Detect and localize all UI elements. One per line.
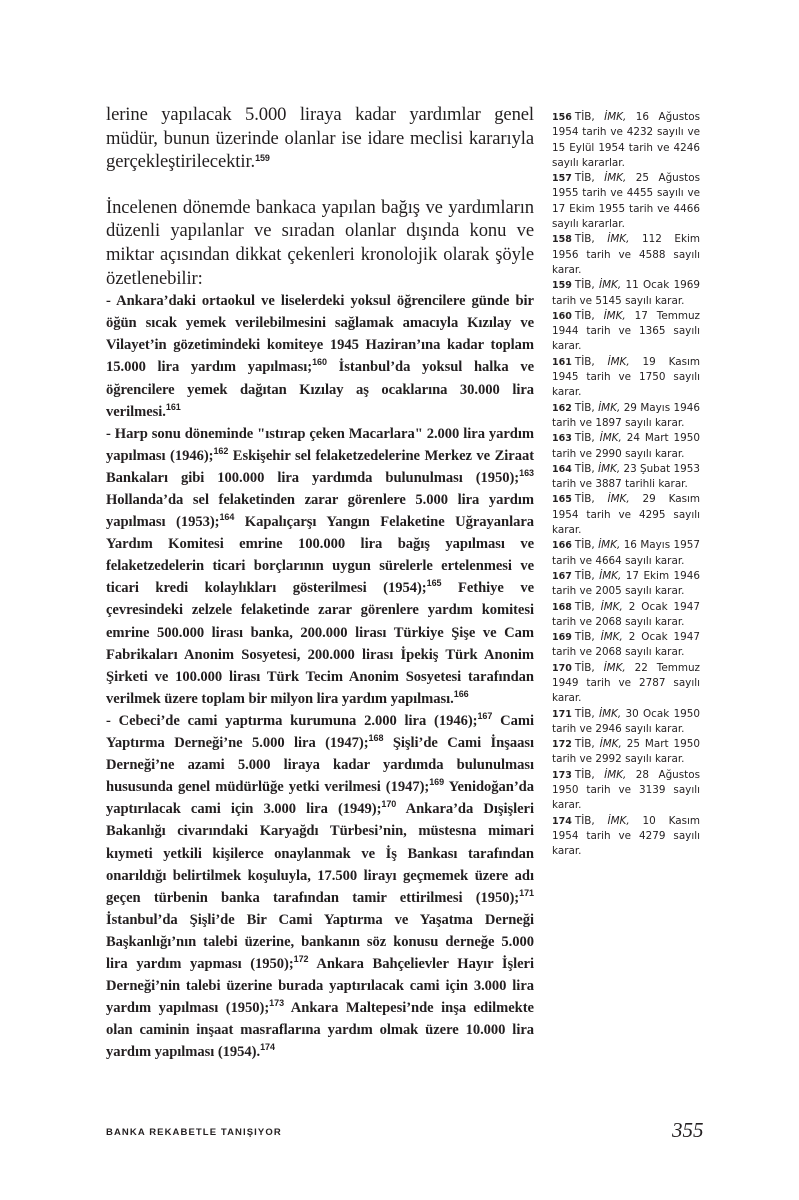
footnote-number: 170 [552, 662, 572, 674]
footnote-source: TİB, [574, 814, 595, 827]
body-paragraph: lerine yapılacak 5.000 liraya kadar yardımlar genel müdür, bunun üzerinde olanlar ise idare meclisi kararıyla gerçekleştirilecektir.$^{159}$ [106, 104, 534, 173]
footnote-ref[interactable]: 161 [165, 401, 181, 412]
footnote-text: 30 Ocak 1950 tarih ve 2946 sayılı karar. [552, 707, 701, 735]
list-item-text: Cami Yaptırma Derneği’ne 5.000 lira (1947); [106, 712, 534, 752]
footnote [552, 355, 700, 401]
footnote-text: 22 Temmuz 1949 tarih ve 2787 sayılı karar. [552, 661, 700, 705]
footnote-source-italic: İMK, [599, 738, 622, 751]
footnote [552, 171, 700, 232]
footnote-source-italic: İMK, [599, 569, 622, 582]
footnote-ref[interactable]: 169 [429, 777, 445, 788]
footnote-number: 169 [552, 632, 572, 644]
footnote-number: 157 [552, 173, 572, 185]
footnote-number: 159 [552, 280, 572, 292]
footnote-ref[interactable]: 162 [213, 445, 229, 456]
running-title: BANKA REKABETLE TANIŞIYOR [106, 1127, 282, 1138]
footnote [552, 630, 700, 661]
footnote-source: TİB, [574, 172, 595, 185]
footnote-ref[interactable]: 164 [219, 512, 235, 523]
footnotes-column [552, 110, 700, 860]
footnote-source-italic: İMK, [604, 111, 627, 123]
footnote [552, 737, 700, 768]
footnote-source: TİB, [574, 401, 595, 414]
footnote-source-italic: İMK, [607, 233, 630, 246]
footnote-source-italic: İMK, [603, 309, 626, 322]
footnote-text: 10 Kasım 1954 tarih ve 4279 sayılı karar. [552, 814, 701, 858]
footnote [552, 431, 700, 462]
footnote-source-italic: İMK, [604, 768, 627, 781]
footnote [552, 768, 700, 814]
footnote-number: 161 [552, 356, 572, 368]
page-number: 355 [672, 1118, 704, 1142]
footnote-source: TİB, [574, 111, 595, 123]
footnote-ref[interactable]: 163 [519, 467, 534, 478]
footnote-text: 29 Kasım 1954 tarih ve 4295 sayılı karar. [552, 493, 701, 537]
footnote-ref[interactable]: 159 [255, 153, 270, 164]
list-item-text: Şişli’de Cami İnşaası Derneği’ne azami 5.000 liraya kadar yardımda bulunulması hususunda genel müdürlüğe yetki verilmesi (1947); [106, 735, 534, 796]
main-text-column [106, 103, 534, 1063]
footnote-source-italic: İMK, [599, 707, 622, 720]
footnote-text: 25 Mart 1950 tarih ve 2992 sayılı karar. [552, 738, 700, 766]
footnote [552, 462, 700, 493]
footnote-ref[interactable]: 170 [381, 799, 397, 810]
list-item-text: Yenidoğan’da yaptırılacak cami için 3.000 lira (1949); [106, 779, 534, 818]
footnote-number: 168 [552, 601, 572, 613]
footnote [552, 814, 700, 860]
footnote-source: TİB, [574, 462, 595, 475]
list-item [106, 710, 534, 1064]
footnote-source-italic: İMK, [599, 279, 622, 292]
footnote [552, 492, 700, 538]
list-item-text: İstanbul’da Şişli’de Bir Cami Yaptırma ve Yaşatma Derneği Başkanlığı’nın talebi üzerine, bankanın söz konusu derneğe 5.000 lira yardım yapması (1950); [106, 911, 534, 972]
list-item-text: Hollanda’da sel felaketinden zarar görenlere 5.000 lira yardım yapılması (1953); [106, 492, 534, 531]
footnote-text: 112 Ekim 1956 tarih ve 4588 sayılı karar. [552, 233, 700, 276]
footnote-source: TİB, [574, 569, 595, 582]
footnote-text: 11 Ocak 1969 tarih ve 5145 sayılı karar. [552, 279, 701, 307]
footnote-ref[interactable]: 168 [368, 733, 384, 744]
footnote-number: 167 [552, 570, 572, 582]
footnote [552, 600, 700, 631]
footnote-ref[interactable]: 173 [269, 998, 285, 1009]
list-item-text: Fethiye ve çevresindeki zelzele felaketinde zarar görenlere yardım komitesi emrine 500.000 lirası banka, 200.000 lirası Türkiye Şişe ve Cam Fabrikaları Anonim Sosyetesi, 200.000 lirası İpekiş Türk Anonim Şirketi ve 100.000 lirası Türk Tecim Anonim Sosyetesi tarafından verilmek üzere toplam bir milyon lira yardım yapılması. [106, 580, 535, 707]
footnote-text: 2 Ocak 1947 tarih ve 2068 sayılı karar. [552, 600, 700, 628]
footnote-ref[interactable]: 171 [519, 887, 534, 898]
footnote-text: 16 Ağustos 1954 tarih ve 4232 sayılı ve 15 Eylül 1954 tarih ve 4246 sayılı kararlar. [552, 111, 701, 169]
footnote [552, 232, 700, 278]
list-item-text: - Harp sonu döneminde "ıstırap çeken Macarlara" 2.000 lira yardım yapılması (1946); [106, 425, 534, 464]
footnote-ref[interactable]: 160 [312, 357, 327, 368]
footnote-text: 28 Ağustos 1950 tarih ve 3139 sayılı karar. [552, 768, 701, 812]
list-item-text: - Ankara’daki ortaokul ve liselerdeki yoksul öğrencilere günde bir öğün sıcak yemek verilebilmesini sağlamak amacıyla Kızılay ve Vilayet’in gözetimindeki komiteye 1945 Haziran’ına kadar toplam 15.000 lira yardım yapılması; [106, 293, 534, 376]
footnote-number: 172 [552, 739, 572, 751]
footnote-number: 160 [552, 310, 572, 322]
footnote-source: TİB, [574, 631, 595, 644]
list-item-text: - Cebeci’de cami yaptırma kurumuna 2.000 lira (1946); [106, 712, 478, 729]
footnote-number: 165 [552, 494, 572, 506]
footnote-ref[interactable]: 167 [477, 710, 493, 721]
footnote-text: 17 Temmuz 1944 tarih ve 1365 sayılı karar. [552, 309, 700, 353]
footnote-source: TİB, [574, 309, 595, 322]
footnote-ref[interactable]: 166 [453, 688, 469, 699]
footnote-source: TİB, [574, 355, 595, 368]
footnote-number: 158 [552, 234, 572, 246]
donation-list [106, 290, 534, 1063]
list-item [106, 290, 534, 423]
footnote-number: 173 [552, 769, 572, 781]
footnote-number: 163 [552, 433, 572, 445]
footnote-text: 23 Şubat 1953 tarih ve 3887 tarihli karar. [552, 462, 700, 491]
list-item-text: Ankara’da Dışişleri Bakanlığı civarındaki Karyağdı Türbesi’nin, müstesna mimari kıymeti yetkili kişilerce onaylanmak ve İş Bankası tarafından onarıldığı belirtilmek koşuluyla, 17.500 lirayı geçmemek üzere adı geçen türbenin banka tarafından tamir ettirilmesi (1950); [106, 801, 534, 906]
footnote-source: TİB, [574, 539, 595, 552]
footnote-source: TİB, [574, 707, 595, 720]
footnote-number: 162 [552, 402, 572, 414]
footnote [552, 569, 700, 600]
footnote-source-italic: İMK, [603, 661, 626, 674]
list-item-text: Ankara Bahçelievler Hayır İşleri Derneği’nin talebi üzerine burada yaptırılacak cami için 3.000 lira yardım yapılması (1950); [106, 955, 534, 1017]
list-item-text: Eskişehir sel felaketzedelerine Merkez ve Ziraat Bankaları gibi 100.000 lira yardımda bulunulması (1950); [106, 447, 534, 486]
footnote-number: 164 [552, 463, 572, 475]
footnote [552, 110, 700, 171]
footnote-source-italic: İMK, [604, 172, 627, 185]
footnote-ref[interactable]: 174 [260, 1042, 275, 1053]
footnote-source: TİB, [574, 279, 595, 292]
body-paragraph: İncelenen dönemde bankaca yapılan bağış ve yardımların düzenli yapılanlar ve sıradan olanlar dışında konu ve miktar açısından dikkat çekenleri kronolojik olarak şöyle özetlenebilir: [106, 196, 534, 289]
footnote-text: 24 Mart 1950 tarih ve 2990 sayılı karar. [552, 432, 700, 460]
footnote-ref[interactable]: 165 [426, 578, 442, 589]
footnote-source: TİB, [574, 661, 595, 674]
footnote-source: TİB, [574, 738, 595, 751]
footnote-source: TİB, [574, 233, 595, 246]
footnote [552, 278, 700, 309]
footnote-source-italic: İMK, [607, 493, 630, 506]
footnote-source: TİB, [574, 600, 595, 613]
footnote-source-italic: İMK, [598, 539, 621, 552]
footnote-text: 2 Ocak 1947 tarih ve 2068 sayılı karar. [552, 631, 700, 659]
footnote-source-italic: İMK, [598, 462, 621, 475]
footnote-source: TİB, [574, 493, 595, 506]
footnote-source-italic: İMK, [600, 600, 623, 613]
footnote-source: TİB, [574, 432, 595, 445]
footnote [552, 309, 700, 355]
list-item-text: İstanbul’da yoksul halka ve öğrencilere yemek dağıtan Kızılay aş ocaklarına 30.000 lira verilmesi. [106, 359, 534, 420]
footnote-text: 17 Ekim 1946 tarih ve 2005 sayılı karar. [552, 569, 700, 598]
footnote-text: 29 Mayıs 1946 tarih ve 1897 sayılı karar. [552, 401, 700, 429]
footnote-text: 19 Kasım 1945 tarih ve 1750 sayılı karar. [552, 355, 701, 399]
footnote-number: 174 [552, 815, 572, 827]
footnote [552, 538, 700, 569]
footnote-number: 171 [552, 708, 572, 720]
list-item-text: Ankara Maltepesi’nde inşa edilmekte olan caminin inşaat masraflarına yardım olmak üzere 10.000 lira yardım yapılması (1954). [106, 1000, 534, 1061]
list-item-text: Kapalıçarşı Yangın Felaketine Uğrayanlara Yardım Komitesi emrine 100.000 lira bağış yapılması ve felaketzedelerin ticari borçlarının uygun sürelerle ertelenmesi ve ticari kredi kolaylıkları gösterilmesi (1954); [106, 514, 535, 597]
footnote-source: TİB, [574, 768, 595, 781]
footnote-source-italic: İMK, [598, 401, 621, 414]
footnote [552, 707, 700, 738]
footnote-source-italic: İMK, [599, 432, 622, 445]
footnote [552, 401, 700, 432]
footnote-source-italic: İMK, [607, 814, 630, 827]
footnote-text: 16 Mayıs 1957 tarih ve 4664 sayılı karar. [552, 539, 700, 567]
footnote-source-italic: İMK, [600, 631, 623, 644]
footnote-number: 156 [552, 112, 572, 123]
footnote-source-italic: İMK, [607, 355, 630, 368]
footnote-number: 166 [552, 540, 572, 552]
footnote-ref[interactable]: 172 [293, 953, 309, 964]
footnote [552, 661, 700, 707]
footnote-text: 25 Ağustos 1955 tarih ve 4455 sayılı ve 17 Ekim 1955 tarih ve 4466 sayılı kararlar. [552, 172, 701, 231]
list-item [106, 423, 534, 710]
